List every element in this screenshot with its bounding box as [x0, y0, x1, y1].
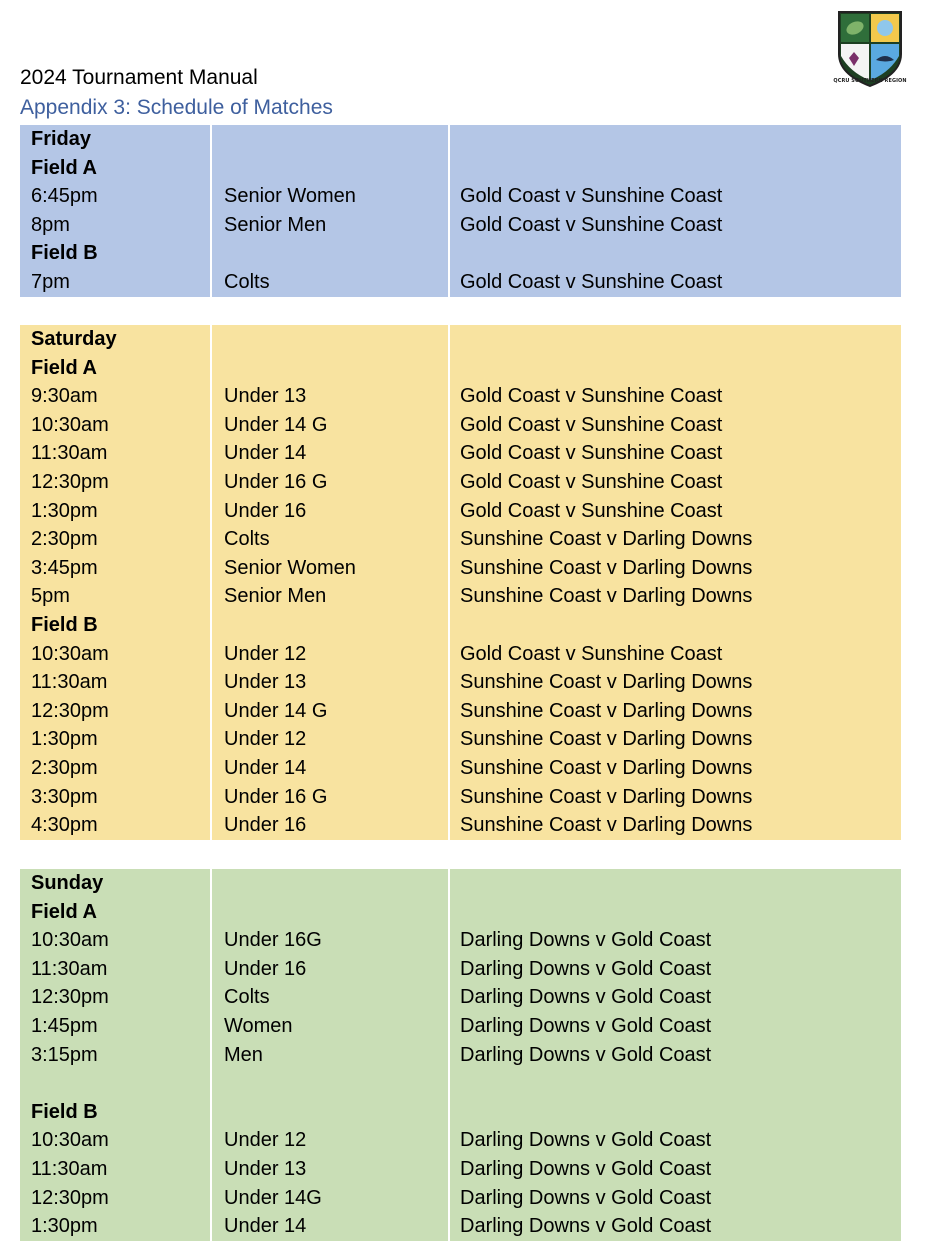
grade-cell — [212, 211, 448, 240]
schedule-row — [20, 725, 901, 754]
match-cell — [450, 182, 901, 211]
schedule-heading-row — [20, 325, 901, 354]
time-text: 4:30pm — [31, 814, 98, 837]
schedule-row — [20, 382, 901, 411]
heading-cell — [20, 869, 210, 898]
schedule-row — [20, 525, 901, 554]
grade-cell — [212, 268, 448, 297]
time-text: 3:45pm — [31, 556, 98, 579]
heading-cell — [20, 611, 210, 640]
time-text: Field A — [31, 900, 97, 923]
time-text: 3:30pm — [31, 785, 98, 808]
match-text: Gold Coast v Sunshine Coast — [460, 270, 723, 293]
time-cell — [20, 497, 210, 526]
grade-text: Under 14 — [224, 442, 307, 465]
match-cell — [450, 898, 901, 927]
grade-cell — [212, 1184, 448, 1213]
time-text: 3:15pm — [31, 1043, 98, 1066]
time-cell — [20, 1212, 210, 1241]
match-cell — [450, 983, 901, 1012]
grade-cell — [212, 926, 448, 955]
match-text: Darling Downs v Gold Coast — [460, 1014, 712, 1037]
schedule-row — [20, 211, 901, 240]
match-cell — [450, 497, 901, 526]
grade-text: Under 16 G — [224, 785, 328, 808]
time-cell — [20, 525, 210, 554]
time-text: Field B — [31, 242, 98, 265]
match-cell — [450, 697, 901, 726]
schedule-row — [20, 640, 901, 669]
time-cell — [20, 983, 210, 1012]
match-text: Sunshine Coast v Darling Downs — [460, 585, 753, 608]
schedule-row — [20, 497, 901, 526]
grade-text: Senior Men — [224, 213, 327, 236]
schedule-row — [20, 926, 901, 955]
time-cell — [20, 382, 210, 411]
grade-cell — [212, 239, 448, 268]
match-text: Gold Coast v Sunshine Coast — [460, 642, 723, 665]
schedule-heading-row — [20, 154, 901, 183]
heading-cell — [20, 1098, 210, 1127]
match-text: Gold Coast v Sunshine Coast — [460, 442, 723, 465]
time-cell — [20, 411, 210, 440]
time-cell — [20, 668, 210, 697]
match-cell — [450, 411, 901, 440]
time-cell — [20, 1012, 210, 1041]
time-cell — [20, 955, 210, 984]
heading-cell — [20, 325, 210, 354]
time-cell — [20, 1155, 210, 1184]
friday-schedule — [20, 125, 901, 297]
match-text: Sunshine Coast v Darling Downs — [460, 814, 753, 837]
match-cell — [450, 1069, 901, 1098]
grade-text: Under 13 — [224, 385, 307, 408]
match-text: Darling Downs v Gold Coast — [460, 957, 712, 980]
schedule-row — [20, 554, 901, 583]
grade-text: Under 16 — [224, 814, 307, 837]
time-text: Sunday — [31, 872, 104, 894]
schedule-row — [20, 1126, 901, 1155]
grade-cell — [212, 582, 448, 611]
schedule-row — [20, 783, 901, 812]
match-cell — [450, 725, 901, 754]
time-text: 8pm — [31, 213, 70, 236]
grade-cell — [212, 154, 448, 183]
heading-cell — [20, 898, 210, 927]
grade-cell — [212, 182, 448, 211]
match-cell — [450, 1184, 901, 1213]
time-cell — [20, 439, 210, 468]
match-cell — [450, 811, 901, 840]
match-cell — [450, 1041, 901, 1070]
schedule-row — [20, 1212, 901, 1241]
time-cell — [20, 926, 210, 955]
schedule-heading-row — [20, 239, 901, 268]
schedule-row — [20, 1012, 901, 1041]
grade-cell — [212, 1126, 448, 1155]
time-text: Field A — [31, 356, 97, 379]
grade-text: Colts — [224, 270, 270, 293]
match-text: Gold Coast v Sunshine Coast — [460, 385, 723, 408]
match-text: Sunshine Coast v Darling Downs — [460, 556, 753, 579]
grade-text: Under 12 — [224, 1129, 307, 1152]
schedule-row — [20, 1069, 901, 1098]
grade-text: Colts — [224, 986, 270, 1009]
match-text: Darling Downs v Gold Coast — [460, 1157, 712, 1180]
match-cell — [450, 239, 901, 268]
grade-cell — [212, 525, 448, 554]
schedule-row — [20, 1155, 901, 1184]
grade-cell — [212, 640, 448, 669]
match-text: Darling Downs v Gold Coast — [460, 986, 712, 1009]
grade-cell — [212, 497, 448, 526]
grade-cell — [212, 898, 448, 927]
grade-cell — [212, 1098, 448, 1127]
match-text: Darling Downs v Gold Coast — [460, 1129, 712, 1152]
match-text: Sunshine Coast v Darling Downs — [460, 728, 753, 751]
grade-cell — [212, 955, 448, 984]
grade-cell — [212, 125, 448, 154]
grade-cell — [212, 811, 448, 840]
grade-text: Under 14G — [224, 1186, 322, 1209]
match-text: Gold Coast v Sunshine Coast — [460, 185, 723, 208]
schedule-row — [20, 1184, 901, 1213]
match-text: Gold Coast v Sunshine Coast — [460, 413, 723, 436]
grade-cell — [212, 439, 448, 468]
schedule-row — [20, 754, 901, 783]
match-cell — [450, 754, 901, 783]
grade-cell — [212, 725, 448, 754]
match-cell — [450, 382, 901, 411]
time-text: 12:30pm — [31, 699, 109, 722]
match-text: Gold Coast v Sunshine Coast — [460, 499, 723, 522]
time-cell — [20, 1126, 210, 1155]
match-cell — [450, 211, 901, 240]
match-cell — [450, 354, 901, 383]
time-cell — [20, 554, 210, 583]
time-text: 9:30am — [31, 385, 98, 408]
match-text: Darling Downs v Gold Coast — [460, 1043, 712, 1066]
grade-cell — [212, 668, 448, 697]
schedule-row — [20, 1041, 901, 1070]
grade-text: Senior Women — [224, 185, 356, 208]
document-title: 2024 Tournament Manual — [20, 66, 258, 89]
grade-text: Under 16 — [224, 499, 307, 522]
heading-cell — [20, 125, 210, 154]
match-cell — [450, 325, 901, 354]
match-text: Gold Coast v Sunshine Coast — [460, 470, 723, 493]
match-cell — [450, 1155, 901, 1184]
grade-cell — [212, 983, 448, 1012]
grade-cell — [212, 1041, 448, 1070]
schedule-row — [20, 182, 901, 211]
sunday-schedule — [20, 869, 901, 1241]
grade-cell — [212, 468, 448, 497]
schedule-heading-row — [20, 898, 901, 927]
match-cell — [450, 525, 901, 554]
match-text: Darling Downs v Gold Coast — [460, 929, 712, 952]
time-cell — [20, 582, 210, 611]
time-cell — [20, 697, 210, 726]
time-text: 1:45pm — [31, 1014, 98, 1037]
grade-text: Under 16G — [224, 929, 322, 952]
schedule-heading-row — [20, 1098, 901, 1127]
match-text: Gold Coast v Sunshine Coast — [460, 213, 723, 236]
heading-cell — [20, 354, 210, 383]
match-cell — [450, 554, 901, 583]
grade-cell — [212, 382, 448, 411]
match-cell — [450, 1212, 901, 1241]
grade-text: Senior Men — [224, 585, 327, 608]
schedule-heading-row — [20, 611, 901, 640]
match-cell — [450, 582, 901, 611]
time-text: Field A — [31, 156, 97, 179]
schedule-heading-row — [20, 125, 901, 154]
grade-text: Under 13 — [224, 671, 307, 694]
match-cell — [450, 1098, 901, 1127]
heading-cell — [20, 154, 210, 183]
saturday-schedule — [20, 325, 901, 840]
schedule-heading-row — [20, 354, 901, 383]
grade-text: Under 14 G — [224, 413, 328, 436]
grade-cell — [212, 354, 448, 383]
grade-text: Under 16 — [224, 957, 307, 980]
grade-cell — [212, 1012, 448, 1041]
grade-text: Under 14 — [224, 1215, 307, 1238]
match-cell — [450, 1126, 901, 1155]
match-cell — [450, 955, 901, 984]
match-cell — [450, 640, 901, 669]
time-text: Friday — [31, 128, 92, 150]
heading-cell — [20, 239, 210, 268]
time-cell — [20, 754, 210, 783]
document-subtitle: Appendix 3: Schedule of Matches — [20, 96, 333, 119]
time-text: 10:30am — [31, 642, 109, 665]
time-cell — [20, 1041, 210, 1070]
grade-text: Under 12 — [224, 728, 307, 751]
grade-text: Colts — [224, 528, 270, 551]
schedule-row — [20, 411, 901, 440]
time-cell — [20, 268, 210, 297]
time-text: 1:30pm — [31, 728, 98, 751]
grade-cell — [212, 554, 448, 583]
time-text: 12:30pm — [31, 986, 109, 1009]
time-text: 2:30pm — [31, 756, 98, 779]
match-text: Sunshine Coast v Darling Downs — [460, 785, 753, 808]
time-cell — [20, 811, 210, 840]
time-text: Field B — [31, 1100, 98, 1123]
match-text: Sunshine Coast v Darling Downs — [460, 528, 753, 551]
match-cell — [450, 268, 901, 297]
grade-cell — [212, 1212, 448, 1241]
grade-text: Under 14 — [224, 756, 307, 779]
time-text: Field B — [31, 613, 98, 636]
time-text: 11:30am — [31, 957, 108, 980]
schedule-row — [20, 955, 901, 984]
grade-cell — [212, 869, 448, 898]
match-text: Sunshine Coast v Darling Downs — [460, 756, 753, 779]
time-cell — [20, 725, 210, 754]
grade-text: Under 14 G — [224, 699, 328, 722]
schedule-row — [20, 811, 901, 840]
schedule-row — [20, 668, 901, 697]
time-text: 1:30pm — [31, 499, 98, 522]
schedule-row — [20, 268, 901, 297]
grade-cell — [212, 783, 448, 812]
match-cell — [450, 926, 901, 955]
match-cell — [450, 125, 901, 154]
grade-text: Women — [224, 1014, 293, 1037]
logo-caption: QCRU SOUTHERN REGION — [833, 78, 907, 84]
time-cell — [20, 783, 210, 812]
time-cell — [20, 1184, 210, 1213]
time-text: 6:45pm — [31, 185, 98, 208]
grade-text: Under 12 — [224, 642, 307, 665]
grade-text: Under 16 G — [224, 470, 328, 493]
schedule-row — [20, 439, 901, 468]
time-text: 11:30am — [31, 1157, 108, 1180]
grade-cell — [212, 325, 448, 354]
time-cell — [20, 182, 210, 211]
grade-cell — [212, 1069, 448, 1098]
time-cell — [20, 640, 210, 669]
grade-cell — [212, 697, 448, 726]
schedule-row — [20, 983, 901, 1012]
time-text: 2:30pm — [31, 528, 98, 551]
schedule-row — [20, 697, 901, 726]
grade-cell — [212, 754, 448, 783]
grade-text: Men — [224, 1043, 263, 1066]
match-cell — [450, 1012, 901, 1041]
match-text: Sunshine Coast v Darling Downs — [460, 699, 753, 722]
match-cell — [450, 439, 901, 468]
match-text: Darling Downs v Gold Coast — [460, 1215, 712, 1238]
time-cell — [20, 468, 210, 497]
time-text: Saturday — [31, 328, 117, 350]
match-cell — [450, 611, 901, 640]
grade-cell — [212, 611, 448, 640]
schedule-heading-row — [20, 869, 901, 898]
time-text: 12:30pm — [31, 1186, 109, 1209]
time-text: 10:30am — [31, 413, 109, 436]
match-cell — [450, 869, 901, 898]
grade-cell — [212, 411, 448, 440]
time-text: 12:30pm — [31, 470, 109, 493]
time-cell — [20, 211, 210, 240]
grade-text: Under 13 — [224, 1157, 307, 1180]
match-cell — [450, 468, 901, 497]
time-text: 7pm — [31, 270, 70, 293]
match-cell — [450, 668, 901, 697]
grade-cell — [212, 1155, 448, 1184]
time-text: 11:30am — [31, 442, 108, 465]
time-text: 10:30am — [31, 929, 109, 952]
match-text: Darling Downs v Gold Coast — [460, 1186, 712, 1209]
time-text: 5pm — [31, 585, 70, 608]
match-text: Sunshine Coast v Darling Downs — [460, 671, 753, 694]
grade-text: Senior Women — [224, 556, 356, 579]
time-cell — [20, 1069, 210, 1098]
schedule-row — [20, 582, 901, 611]
time-text: 10:30am — [31, 1129, 109, 1152]
time-text: 11:30am — [31, 671, 108, 694]
match-cell — [450, 154, 901, 183]
time-text: 1:30pm — [31, 1215, 98, 1238]
match-cell — [450, 783, 901, 812]
schedule-row — [20, 468, 901, 497]
